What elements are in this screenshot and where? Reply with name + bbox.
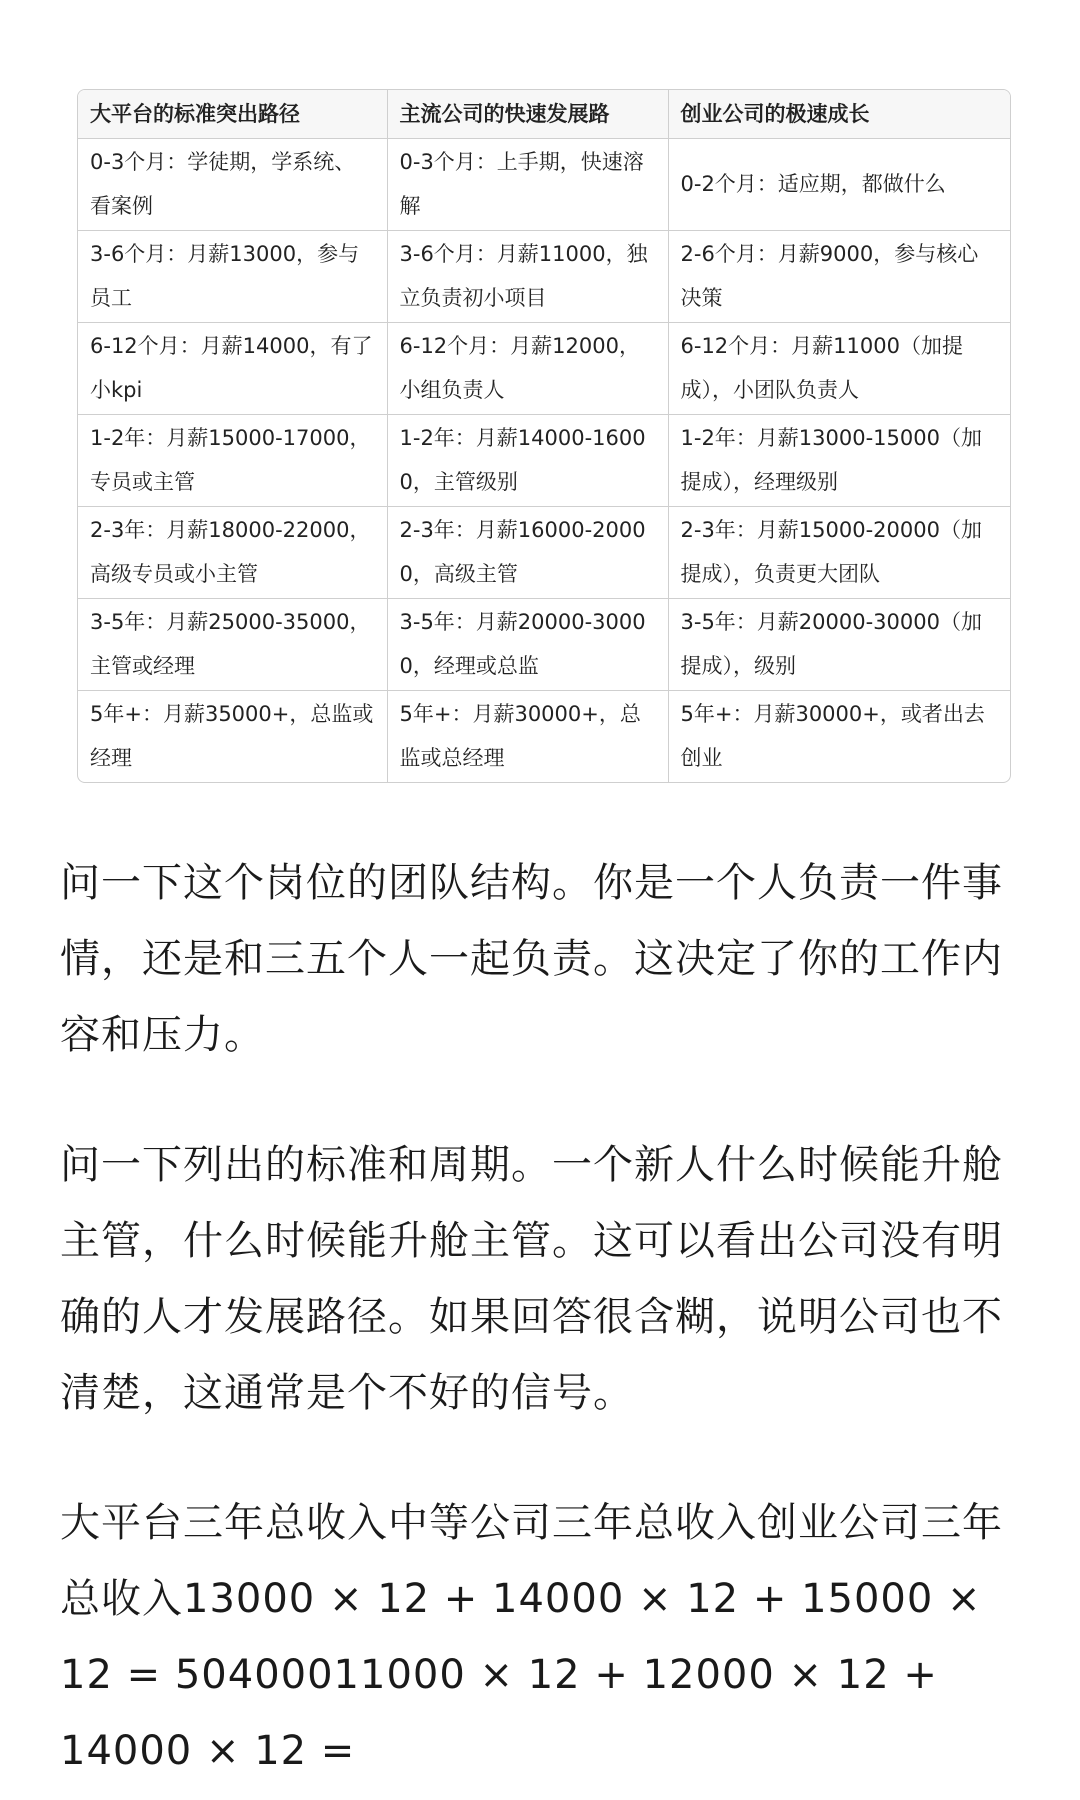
table-header-row bbox=[78, 90, 1010, 138]
table-cell: 2-3年：月薪16000-20000，高级主管 bbox=[387, 506, 668, 598]
table-row bbox=[78, 598, 1010, 690]
table-cell: 5年+：月薪30000+，或者出去创业 bbox=[680, 702, 985, 771]
header-startup: 创业公司的极速成长 bbox=[668, 90, 1010, 138]
paragraph-promotion-criteria: 问一下列出的标准和周期。一个新人什么时候能升舱主管，什么时候能升舱主管。这可以看出公司没有明确的人才发展路径。如果回答很含糊，说明公司也不清楚，这通常是个不好的信号。 bbox=[60, 1142, 1003, 1416]
table-cell: 2-3年：月薪18000-22000，高级专员或小主管 bbox=[78, 506, 387, 598]
table-cell: 6-12个月：月薪14000，有了小kpi bbox=[78, 322, 387, 414]
table-cell: 1-2年：月薪15000-17000，专员或主管 bbox=[78, 414, 387, 506]
header-big-platform: 大平台的标准突出路径 bbox=[78, 90, 387, 138]
header-mainstream-company: 主流公司的快速发展路 bbox=[387, 90, 668, 138]
table-row bbox=[78, 414, 1010, 506]
table-cell: 5年+：月薪30000+，总监或总经理 bbox=[387, 690, 668, 782]
comparison-table bbox=[78, 90, 1010, 782]
article-body bbox=[60, 845, 1030, 1789]
table-row bbox=[78, 506, 1010, 598]
table-cell: 0-3个月：上手期，快速溶解 bbox=[387, 138, 668, 230]
table-row bbox=[78, 322, 1010, 414]
paragraph-team-structure: 问一下这个岗位的团队结构。你是一个人负责一件事情，还是和三五个人一起负责。这决定了你的工作内容和压力。 bbox=[60, 860, 1003, 1058]
table-cell: 6-12个月：月薪12000，小组负责人 bbox=[387, 322, 668, 414]
table-row bbox=[78, 138, 1010, 230]
paragraph-income-calculation: 大平台三年总收入中等公司三年总收入创业公司三年总收入13000 × 12 + 14000 × 12 + 15000 × 12 = 50400011000 × 12 + 12000 × 12 + 14000 × 12 = bbox=[60, 1500, 1003, 1774]
table-row bbox=[78, 230, 1010, 322]
table-cell: 5年+：月薪35000+，总监或经理 bbox=[78, 690, 387, 782]
table-cell: 0-2个月：适应期，都做什么 bbox=[668, 138, 1010, 230]
table-cell: 1-2年：月薪14000-16000，主管级别 bbox=[387, 414, 668, 506]
table-cell: 3-5年：月薪25000-35000，主管或经理 bbox=[78, 598, 387, 690]
table-cell: 1-2年：月薪13000-15000（加提成），经理级别 bbox=[668, 414, 1010, 506]
table-cell: 2-3年：月薪15000-20000（加提成），负责更大团队 bbox=[668, 506, 1010, 598]
table-cell: 3-5年：月薪20000-30000，经理或总监 bbox=[387, 598, 668, 690]
table-row bbox=[78, 690, 1010, 782]
table-cell: 3-5年：月薪20000-30000（加提成），级别 bbox=[668, 598, 1010, 690]
table-cell: 0-3个月：学徒期，学系统、看案例 bbox=[78, 138, 387, 230]
table-cell: 6-12个月：月薪11000（加提成），小团队负责人 bbox=[668, 322, 1010, 414]
table-cell: 3-6个月：月薪11000，独立负责初小项目 bbox=[387, 230, 668, 322]
career-path-table bbox=[77, 89, 1011, 783]
table-cell: 3-6个月：月薪13000，参与员工 bbox=[78, 230, 387, 322]
table-cell: 2-6个月：月薪9000，参与核心决策 bbox=[668, 230, 1010, 322]
